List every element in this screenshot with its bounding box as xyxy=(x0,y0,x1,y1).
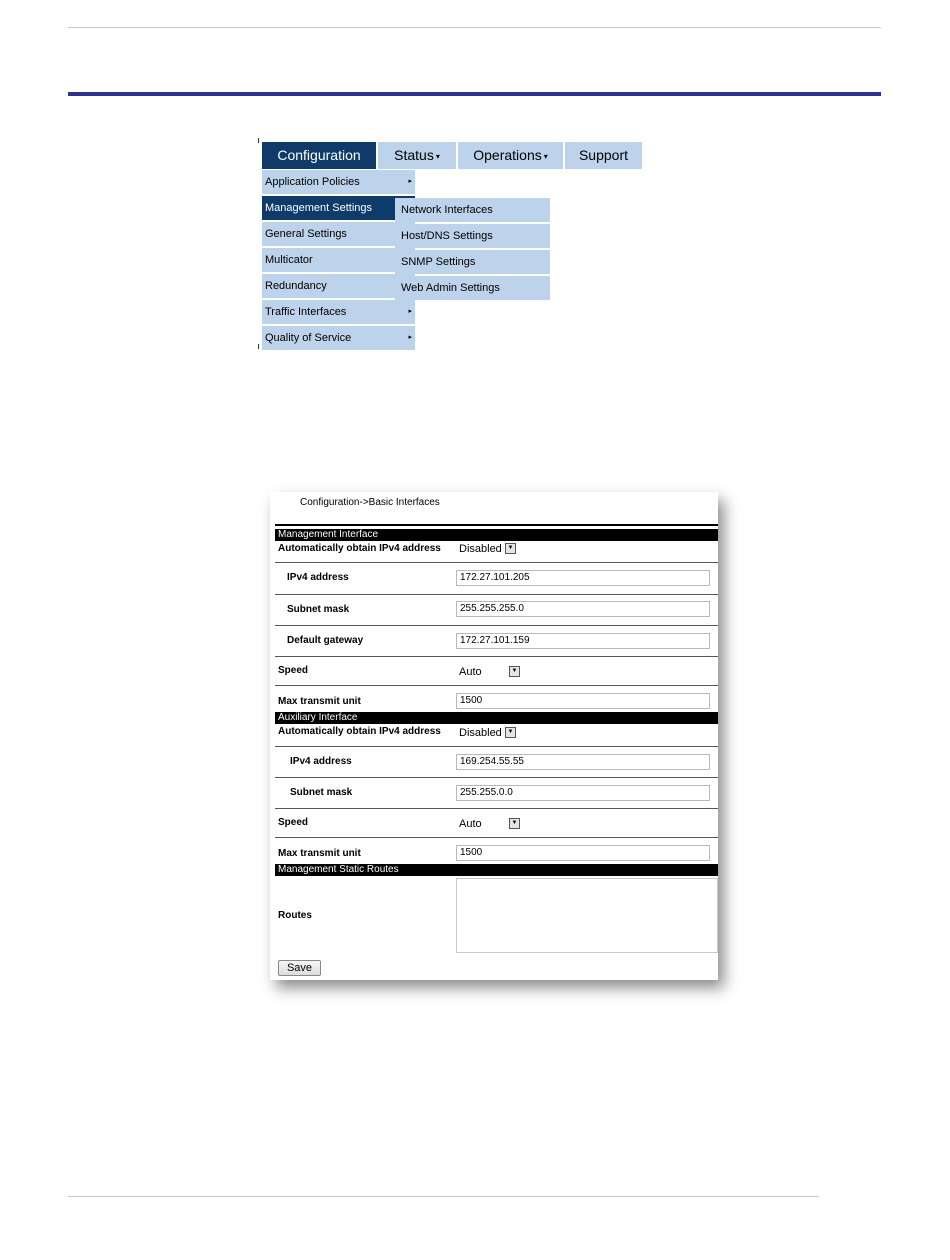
aux-speed-label: Speed xyxy=(278,817,309,828)
mgmt-mtu-label: Max transmit unit xyxy=(278,696,361,707)
submenu-arrow-icon: ▸ xyxy=(408,178,412,185)
mgmt-auto-ipv4-value[interactable]: Disabled xyxy=(459,543,502,555)
page-bottom-rule xyxy=(68,1196,819,1197)
row-divider xyxy=(275,656,718,657)
mgmt-mtu-input[interactable]: 1500 xyxy=(456,693,710,709)
breadcrumb: Configuration->Basic Interfaces xyxy=(300,497,440,508)
aux-ipv4-input[interactable]: 169.254.55.55 xyxy=(456,754,710,770)
row-divider xyxy=(275,808,718,809)
caret-down-icon: ▾ xyxy=(543,151,548,161)
aux-mtu-label: Max transmit unit xyxy=(278,848,361,859)
row-divider xyxy=(275,746,718,747)
tab-operations[interactable] xyxy=(458,142,563,169)
routes-textarea[interactable] xyxy=(456,878,718,953)
tab-operations-label: Operations xyxy=(473,147,542,163)
management-settings-submenu xyxy=(395,198,550,302)
mgmt-subnet-input[interactable]: 255.255.255.0 xyxy=(456,601,710,617)
row-divider xyxy=(275,562,718,563)
submenu-item-web-admin-settings[interactable]: Web Admin Settings xyxy=(395,276,550,300)
tab-configuration[interactable] xyxy=(262,142,376,169)
tab-configuration-label: Configuration xyxy=(277,147,361,163)
aux-subnet-input[interactable]: 255.255.0.0 xyxy=(456,785,710,801)
page-top-rule xyxy=(68,27,881,28)
menu-item-label: Application Policies xyxy=(265,176,360,188)
row-divider xyxy=(275,837,718,838)
submenu-arrow-icon: ▸ xyxy=(408,334,412,341)
menu-item-label: Multicator xyxy=(265,254,313,266)
dropdown-arrow-icon[interactable]: ▼ xyxy=(505,727,516,738)
menu-figure xyxy=(258,138,658,353)
menu-item-label: Management Settings xyxy=(265,202,373,214)
menu-item-label: General Settings xyxy=(265,228,347,240)
submenu-item-host-dns-settings[interactable]: Host/DNS Settings xyxy=(395,224,550,248)
tab-status-label: Status xyxy=(394,147,434,163)
submenu-arrow-icon: ▸ xyxy=(408,308,412,315)
mgmt-speed-label: Speed xyxy=(278,665,309,676)
mgmt-ipv4-input[interactable]: 172.27.101.205 xyxy=(456,570,710,586)
aux-subnet-label: Subnet mask xyxy=(290,787,353,798)
menu-item-quality-of-service[interactable] xyxy=(262,326,415,350)
menu-item-multicator[interactable] xyxy=(262,248,415,272)
aux-mtu-input[interactable]: 1500 xyxy=(456,845,710,861)
row-divider xyxy=(275,625,718,626)
mgmt-ipv4-label: IPv4 address xyxy=(287,572,349,583)
corner-mark-bottom xyxy=(258,344,259,349)
tab-support-label: Support xyxy=(578,147,629,163)
routes-label: Routes xyxy=(278,910,312,921)
corner-mark-top xyxy=(258,138,259,143)
mgmt-speed-value[interactable]: Auto xyxy=(459,666,482,678)
dropdown-arrow-icon[interactable]: ▼ xyxy=(509,818,520,829)
tab-status[interactable] xyxy=(378,142,456,169)
top-navigation xyxy=(262,142,644,169)
row-divider xyxy=(275,594,718,595)
row-divider xyxy=(275,777,718,778)
save-button[interactable]: Save xyxy=(278,960,321,976)
tab-support[interactable] xyxy=(565,142,642,169)
aux-auto-ipv4-value[interactable]: Disabled xyxy=(459,727,502,739)
mgmt-gateway-label: Default gateway xyxy=(287,635,364,646)
basic-interfaces-form xyxy=(270,492,718,980)
menu-item-label: Redundancy xyxy=(265,280,327,292)
menu-item-redundancy[interactable] xyxy=(262,274,415,298)
management-interface-header: Management Interface xyxy=(275,529,718,541)
configuration-dropdown xyxy=(262,170,415,352)
aux-speed-value[interactable]: Auto xyxy=(459,818,482,830)
mgmt-gateway-input[interactable]: 172.27.101.159 xyxy=(456,633,710,649)
page-header-rule xyxy=(68,92,881,96)
submenu-item-snmp-settings[interactable]: SNMP Settings xyxy=(395,250,550,274)
dropdown-arrow-icon[interactable]: ▼ xyxy=(505,543,516,554)
caret-down-icon: ▾ xyxy=(435,151,440,161)
title-divider xyxy=(275,524,718,526)
row-divider xyxy=(275,685,718,686)
menu-item-application-policies[interactable] xyxy=(262,170,415,194)
menu-item-management-settings[interactable] xyxy=(262,196,415,220)
submenu-item-network-interfaces[interactable]: Network Interfaces xyxy=(395,198,550,222)
menu-item-general-settings[interactable] xyxy=(262,222,415,246)
auxiliary-interface-header: Auxiliary Interface xyxy=(275,712,718,724)
mgmt-subnet-label: Subnet mask xyxy=(287,604,350,615)
menu-item-traffic-interfaces[interactable] xyxy=(262,300,415,324)
menu-item-label: Quality of Service xyxy=(265,332,352,344)
static-routes-header: Management Static Routes xyxy=(275,864,718,876)
aux-ipv4-label: IPv4 address xyxy=(290,756,352,767)
menu-item-label: Traffic Interfaces xyxy=(265,306,347,318)
mgmt-auto-ipv4-label: Automatically obtain IPv4 address xyxy=(278,543,441,554)
dropdown-arrow-icon[interactable]: ▼ xyxy=(509,666,520,677)
aux-auto-ipv4-label: Automatically obtain IPv4 address xyxy=(278,726,441,737)
